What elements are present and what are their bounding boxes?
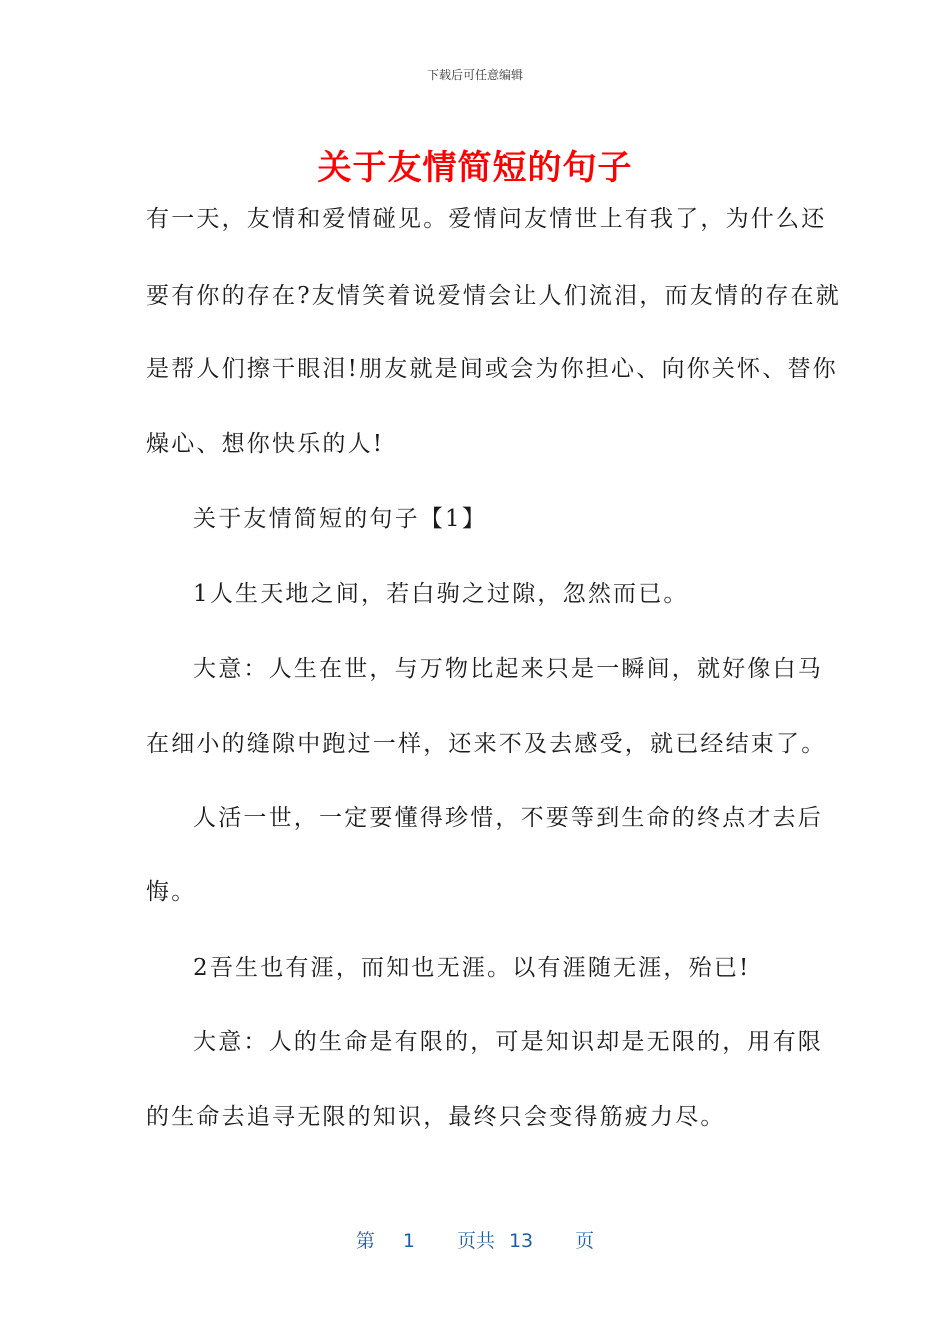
paragraph-line: 在细小的缝隙中跑过一样，还来不及去感受，就已经结束了。 — [146, 731, 827, 757]
document-title: 关于友情简短的句子 — [317, 148, 633, 188]
paragraph-line: 悔。 — [146, 879, 197, 905]
footer-prefix: 第 — [355, 1230, 375, 1252]
paragraph-line: 是帮人们擦干眼泪!朋友就是间或会为你担心、向你关怀、替你 — [146, 356, 838, 382]
paragraph-line: 燥心、想你快乐的人! — [146, 431, 385, 457]
footer-middle: 页共 — [456, 1230, 495, 1252]
paragraph-line: 大意：人生在世，与万物比起来只是一瞬间，就好像白马 — [193, 656, 823, 682]
footer-current-page: 1 — [402, 1230, 415, 1252]
paragraph-line: 要有你的存在?友情笑着说爱情会让人们流泪，而友情的存在就 — [146, 283, 841, 309]
footer-suffix: 页 — [575, 1230, 595, 1252]
footer-total-pages: 13 — [508, 1230, 534, 1252]
paragraph-line: 2吾生也有涯，而知也无涯。以有涯随无涯，殆已! — [193, 955, 751, 981]
section-heading: 关于友情简短的句子【1】 — [193, 506, 488, 532]
paragraph-line: 有一天，友情和爱情碰见。爱情问友情世上有我了，为什么还 — [146, 206, 827, 232]
paragraph-line: 1人生天地之间，若白驹之过隙，忽然而已。 — [193, 581, 689, 607]
paragraph-line: 的生命去追寻无限的知识，最终只会变得筋疲力尽。 — [146, 1104, 726, 1130]
header-note: 下载后可任意编辑 — [426, 68, 523, 82]
paragraph-line: 人活一世，一定要懂得珍惜，不要等到生命的终点才去后 — [193, 805, 823, 831]
page-footer — [0, 1226, 950, 1253]
paragraph-line: 大意：人的生命是有限的，可是知识却是无限的，用有限 — [193, 1029, 823, 1055]
